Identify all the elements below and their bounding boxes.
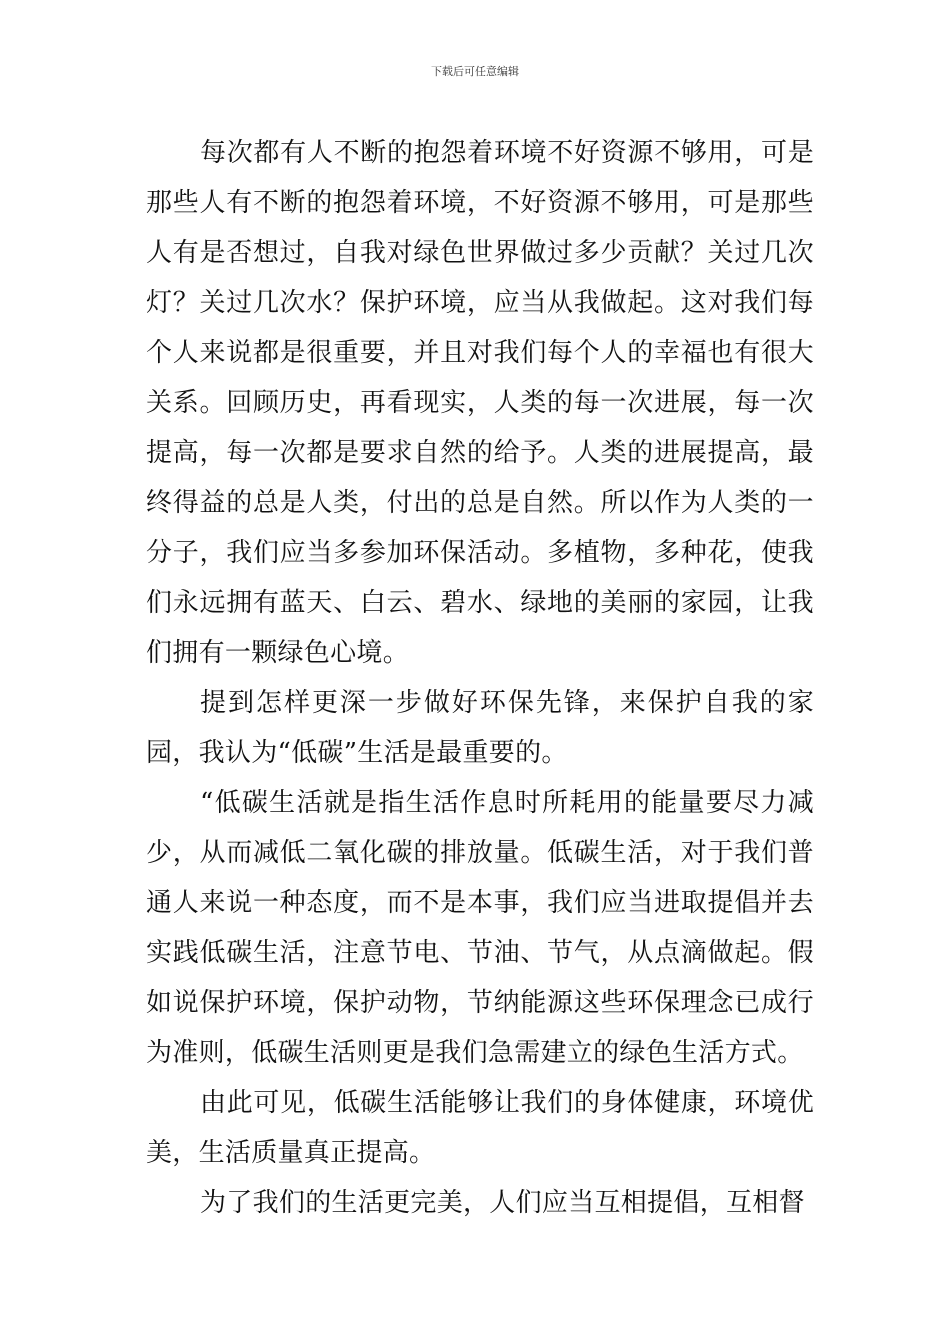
body-text — [146, 128, 814, 1228]
paragraph-3: “低碳生活就是指生活作息时所耗用的能量要尽力减少，从而减低二氧化碳的排放量。低碳生活，对于我们普通人来说一种态度，而不是本事，我们应当进取提倡并去实践低碳生活，注意节电、节油、节气，从点滴做起。假如说保护环境，保护动物，节纳能源这些环保理念已成行为准则，低碳生活则更是我们急需建立的绿色生活方式。 — [146, 788, 814, 1068]
paragraph-4: 由此可见，低碳生活能够让我们的身体健康，环境优美，生活质量真正提高。 — [146, 1088, 814, 1168]
paragraph-2: 提到怎样更深一步做好环保先锋，来保护自我的家园，我认为“低碳”生活是最重要的。 — [146, 688, 814, 768]
paragraph-1: 每次都有人不断的抱怨着环境不好资源不够用，可是那些人有不断的抱怨着环境，不好资源不够用，可是那些人有是否想过，自我对绿色世界做过多少贡献？关过几次灯？关过几次水？保护环境，应当从我做起。这对我们每个人来说都是很重要，并且对我们每个人的幸福也有很大关系。回顾历史，再看现实，人类的每一次进展，每一次提高，每一次都是要求自然的给予。人类的进展提高，最终得益的总是人类，付出的总是自然。所以作为人类的一分子，我们应当多参加环保活动。多植物，多种花，使我们永远拥有蓝天、白云、碧水、绿地的美丽的家园，让我们拥有一颗绿色心境。 — [146, 138, 814, 668]
paragraph-5: 为了我们的生活更完美，人们应当互相提倡，互相督 — [200, 1188, 805, 1218]
page-header: 下载后可任意编辑 — [431, 65, 519, 78]
